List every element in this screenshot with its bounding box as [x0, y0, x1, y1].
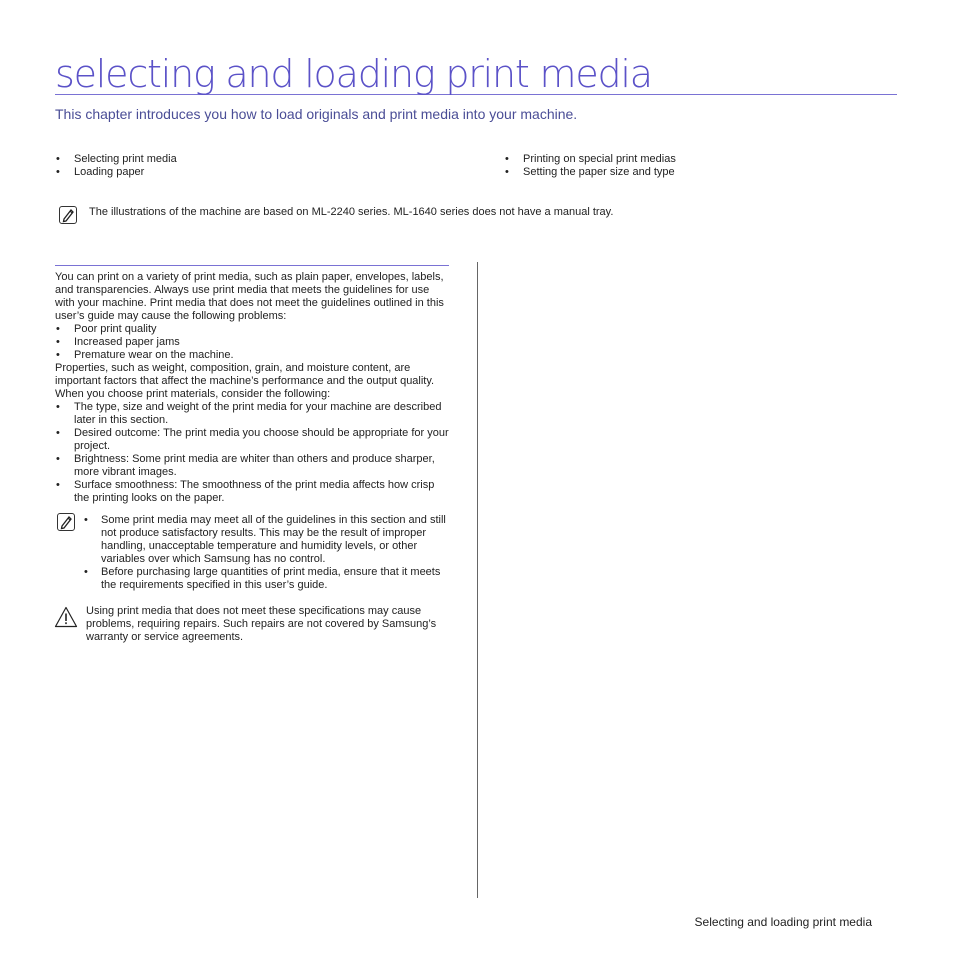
- toc-right-list: [504, 153, 676, 179]
- list-item: • Brightness: Some print media are whiter than others and produce sharper, more vibrant images.: [55, 453, 449, 479]
- note-list: [83, 514, 449, 592]
- list-item: • Poor print quality: [55, 323, 449, 336]
- list-item: • The type, size and weight of the print media for your machine are described later in this section.: [55, 401, 449, 427]
- body-paragraph-2: Properties, such as weight, composition, grain, and moisture content, are important factors that affect the machine’s performance and the output quality. When you choose print materials, consider the following:: [55, 362, 435, 400]
- note-box: [83, 514, 449, 592]
- toc-item-loading-paper[interactable]: • Loading paper: [55, 166, 177, 179]
- list-item: • Premature wear on the machine.: [55, 349, 449, 362]
- note-pencil-icon: [59, 206, 77, 224]
- column-divider: [477, 262, 478, 898]
- note-item: • Some print media may meet all of the guidelines in this section and still not produce satisfactory results. This may be the result of improper handling, unacceptable temperature and humidity levels, or other variables over which Samsung has no control.: [83, 514, 449, 566]
- list-item: • Surface smoothness: The smoothness of the print media affects how crisp the printing looks on the paper.: [55, 479, 449, 505]
- body-paragraph-1: You can print on a variety of print media, such as plain paper, envelopes, labels, and transparencies. Always use print media that meets the guidelines for use with your machine. Print media that does not meet the guidelines outlined in this user’s guide may cause the following problems:: [55, 271, 444, 322]
- note-pencil-icon: [57, 513, 75, 531]
- list-item: • Desired outcome: The print media you choose should be appropriate for your project.: [55, 427, 449, 453]
- considerations-list: [55, 401, 449, 505]
- toc-item-selecting-print-media[interactable]: • Selecting print media: [55, 153, 177, 166]
- toc-left-list: [55, 153, 177, 179]
- toc-item-setting-paper-size[interactable]: • Setting the paper size and type: [504, 166, 676, 179]
- page-title: selecting and loading print media: [55, 54, 897, 95]
- warning-text: Using print media that does not meet these specifications may cause problems, requiring repairs. Such repairs are not covered by Samsung’s warranty or service agreements.: [86, 605, 437, 643]
- body-text: [55, 271, 449, 505]
- list-item: • Increased paper jams: [55, 336, 449, 349]
- top-note-text: The illustrations of the machine are based on ML-2240 series. ML-1640 series does not have a manual tray.: [89, 206, 614, 218]
- warning-triangle-icon: [54, 606, 78, 633]
- toc-item-printing-special-media[interactable]: • Printing on special print medias: [504, 153, 676, 166]
- note-item: • Before purchasing large quantities of print media, ensure that it meets the requirements specified in this user’s guide.: [83, 566, 449, 592]
- chapter-intro: This chapter introduces you how to load originals and print media into your machine.: [55, 106, 578, 122]
- section-rule: [55, 265, 449, 266]
- problems-list: [55, 323, 449, 362]
- page-footer: Selecting and loading print media: [694, 915, 872, 929]
